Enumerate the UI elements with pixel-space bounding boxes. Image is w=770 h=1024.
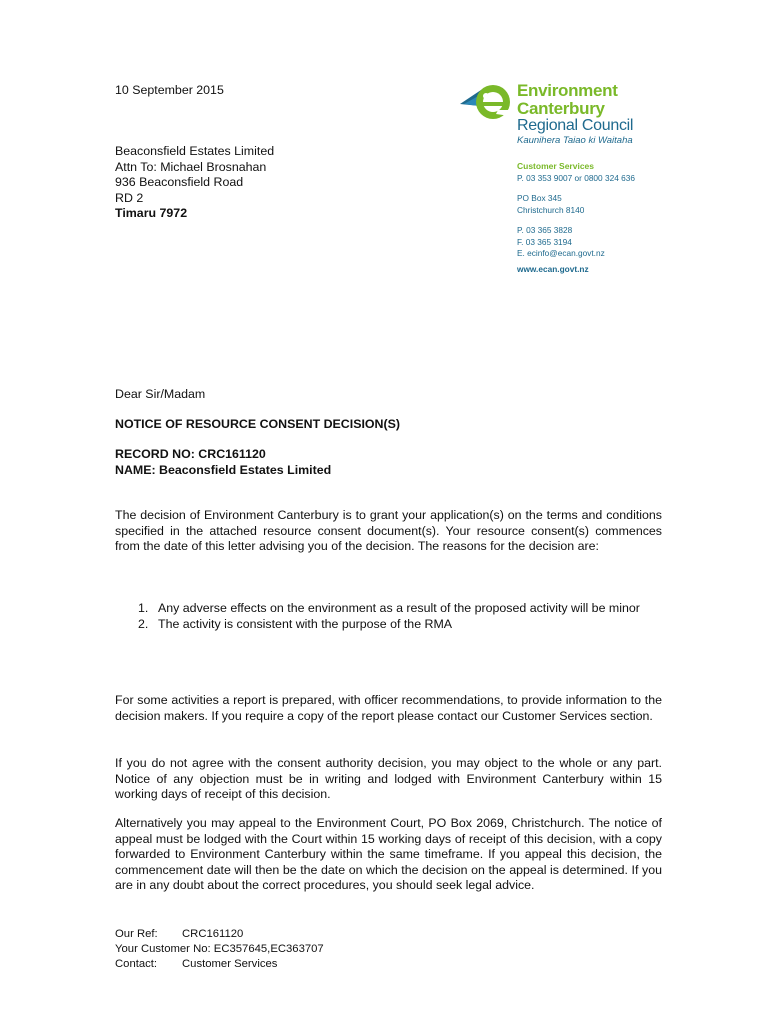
decision-paragraph: The decision of Environment Canterbury is to grant your application(s) on the terms and conditions specified in the attached resource consent document(s). Your resource consent(s) commences from the date of this letter advising you of the decision. The reasons for the decision are: [115,508,662,553]
reason-number: 1. [138,601,149,615]
contact-phone: P. 03 365 3828 [517,225,573,235]
recipient-company: Beaconsfield Estates Limited [115,144,275,158]
list-item [138,601,662,617]
logo-line-environment: Environment [517,81,618,100]
contact-row [115,957,324,972]
objection-paragraph: If you do not agree with the consent authority decision, you may object to the whole or any part. Notice of any objection must be in writing and lodged with Environment Canterbury within 15 working days of receipt of this decision. [115,756,662,801]
reference-block [115,927,324,973]
recipient-city: Timaru 7972 [115,206,188,220]
recipient-address [115,144,274,222]
logo-tagline: Kaunihera Taiao ki Waitaha [517,135,633,146]
reasons-list [138,601,662,632]
our-ref-row [115,927,324,942]
contact-city: Christchurch 8140 [517,204,585,215]
report-paragraph: For some activities a report is prepared, with officer recommendations, to provide information to the decision makers. If you require a copy of the report please contact our Customer Services section. [115,693,662,723]
appeal-paragraph: Alternatively you may appeal to the Environment Court, PO Box 2069, Christchurch. The notice of appeal must be lodged with the Court within 15 working days of receipt of this decision, with a copy forwarded to Environment Canterbury within the same timeframe. If you appeal this decision, the commencement date will then be the date on which the decision on the appeal is determined. If you are in any doubt about the correct procedures, you should seek legal advice. [115,816,662,892]
contact-value: Customer Services [182,958,278,971]
contact-block [517,161,635,275]
list-item [138,617,662,633]
logo-line-regional-council: Regional Council [517,117,634,134]
record-number: RECORD NO: CRC161120 [115,447,266,461]
consent-holder-name: NAME: Beaconsfield Estates Limited [115,463,332,477]
swirl-logo-icon [458,80,516,124]
reason-text: The activity is consistent with the purpose of the RMA [158,616,453,631]
environment-canterbury-logo [458,76,658,146]
recipient-street: 936 Beaconsfield Road [115,175,244,189]
contact-label: Contact: [115,958,158,971]
contact-phone-main: P. 03 353 9007 or 0800 324 636 [517,172,635,183]
recipient-rd: RD 2 [115,190,144,205]
reason-text: Any adverse effects on the environment as a result of the proposed activity will be minor [158,601,640,615]
contact-fax: F. 03 365 3194 [517,236,572,247]
notice-title: NOTICE OF RESOURCE CONSENT DECISION(S) [115,417,401,431]
salutation: Dear Sir/Madam [115,387,206,401]
recipient-attn: Attn To: Michael Brosnahan [115,159,267,174]
contact-title: Customer Services [517,161,595,171]
contact-website-link[interactable]: www.ecan.govt.nz [517,263,589,274]
letter-date: 10 September 2015 [115,83,224,97]
contact-po-box: PO Box 345 [517,193,562,203]
customer-number: Your Customer No: EC357645,EC363707 [115,943,324,956]
logo-line-canterbury: Canterbury [517,99,605,118]
our-ref-label: Our Ref: [115,928,158,940]
contact-email[interactable]: E. ecinfo@ecan.govt.nz [517,248,605,258]
our-ref-value: CRC161120 [182,928,244,940]
reason-number: 2. [138,616,149,631]
